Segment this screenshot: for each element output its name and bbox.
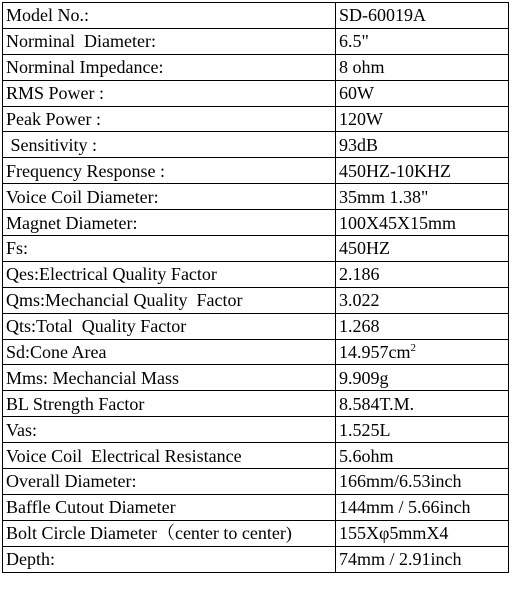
spec-row [3,339,509,365]
spec-label: Vas: [3,417,336,443]
spec-row [3,520,509,546]
spec-value-text: 5.6ohm [339,445,394,466]
spec-value [336,313,509,339]
spec-row [3,313,509,339]
spec-value-text: 100X45X15mm [339,212,456,233]
spec-row [3,184,509,210]
spec-label: BL Strength Factor [3,391,336,417]
spec-label: Peak Power : [3,106,336,132]
spec-row [3,546,509,572]
spec-row [3,261,509,287]
spec-value [336,54,509,80]
spec-label: Model No.: [3,3,336,29]
spec-value-text: 450HZ-10KHZ [339,160,451,181]
spec-label: Sd:Cone Area [3,339,336,365]
spec-value-text: 35mm 1.38" [339,186,429,207]
spec-value [336,546,509,572]
spec-value [336,520,509,546]
spec-value [336,28,509,54]
spec-table [2,2,509,573]
spec-value-text: 6.5" [339,31,369,52]
spec-value-text: 1.525L [339,419,391,440]
spec-row [3,158,509,184]
spec-value-text: 9.909g [339,367,389,388]
spec-row [3,236,509,262]
spec-value [336,80,509,106]
spec-value [336,3,509,29]
spec-value [336,184,509,210]
spec-row [3,494,509,520]
spec-value [336,391,509,417]
spec-row [3,28,509,54]
spec-label: Depth: [3,546,336,572]
spec-label: Norminal Diameter: [3,28,336,54]
spec-value [336,158,509,184]
spec-label: Frequency Response : [3,158,336,184]
spec-row [3,106,509,132]
spec-label: Magnet Diameter: [3,210,336,236]
spec-value-text: 166mm/6.53inch [339,471,462,492]
spec-value [336,210,509,236]
spec-table-body [3,3,509,573]
spec-row [3,287,509,313]
spec-label: Norminal Impedance: [3,54,336,80]
spec-value-text: 450HZ [339,238,390,259]
spec-value [336,261,509,287]
spec-value [336,106,509,132]
spec-value [336,469,509,495]
spec-value-text: 8 ohm [339,57,385,78]
spec-value-text: 2.186 [339,264,380,285]
spec-row [3,80,509,106]
spec-row [3,365,509,391]
spec-row [3,210,509,236]
spec-label: Baffle Cutout Diameter [3,494,336,520]
spec-row [3,132,509,158]
spec-value [336,132,509,158]
spec-value [336,339,509,365]
spec-row [3,54,509,80]
spec-value-text: 144mm / 5.66inch [339,497,471,518]
spec-row [3,417,509,443]
spec-label: Bolt Circle Diameter（center to center) [3,520,336,546]
spec-row [3,3,509,29]
spec-label: Qts:Total Quality Factor [3,313,336,339]
spec-row [3,391,509,417]
spec-value-text: 93dB [339,134,379,155]
spec-label: Fs: [3,236,336,262]
spec-value-text: 1.268 [339,316,380,337]
spec-value-text: SD-60019A [339,5,427,26]
spec-value [336,365,509,391]
spec-label: Mms: Mechancial Mass [3,365,336,391]
spec-label: Sensitivity : [3,132,336,158]
spec-value-text: 120W [339,109,383,129]
spec-value-superscript: 2 [410,342,416,355]
spec-label: Voice Coil Diameter: [3,184,336,210]
spec-label: RMS Power : [3,80,336,106]
spec-label: Qes:Electrical Quality Factor [3,261,336,287]
spec-value [336,287,509,313]
spec-value [336,494,509,520]
spec-label: Qms:Mechancial Quality Factor [3,287,336,313]
spec-label: Voice Coil Electrical Resistance [3,443,336,469]
spec-value-text: 3.022 [339,290,380,311]
spec-value [336,443,509,469]
spec-value-text: 60W [339,83,374,104]
spec-value-text: 14.957cm [339,342,411,363]
spec-value-text: 155Xφ5mmX4 [339,523,449,544]
spec-row [3,443,509,469]
spec-value-text: 74mm / 2.91inch [339,549,462,570]
spec-value-text: 8.584T.M. [339,393,415,414]
spec-row [3,469,509,495]
spec-value [336,236,509,262]
spec-value [336,417,509,443]
spec-label: Overall Diameter: [3,469,336,495]
